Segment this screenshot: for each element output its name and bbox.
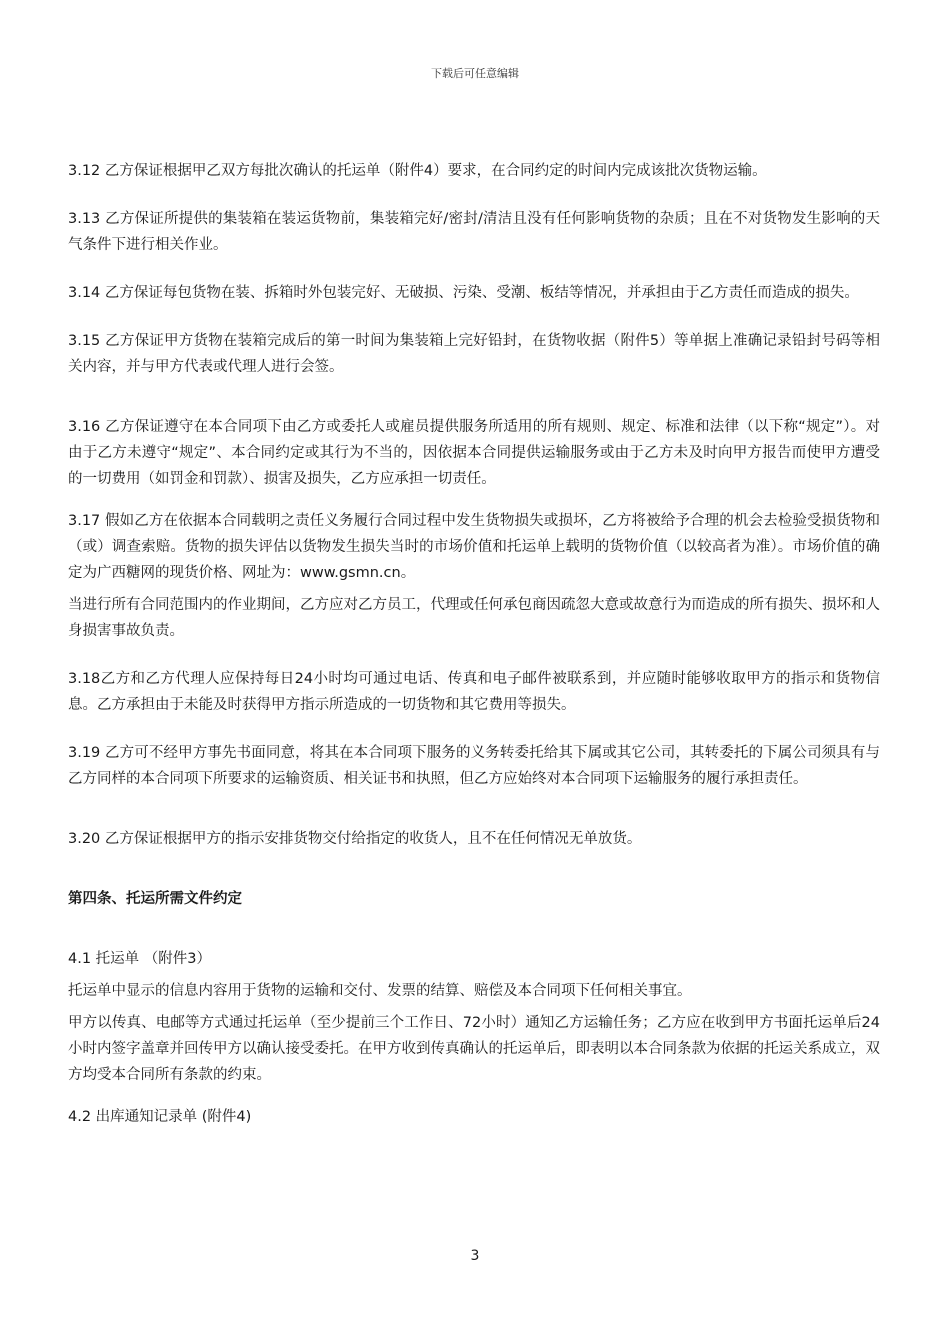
clause-3-20: 3.20 乙方保证根据甲方的指示安排货物交付给指定的收货人，且不在任何情况无单放货。	[68, 831, 642, 847]
clause-4-1: 4.1 托运单 （附件3）	[68, 951, 212, 967]
clause-3-17-continued: 当进行所有合同范围内的作业期间，乙方应对乙方员工，代理或任何承包商因疏忽大意或故意行为而造成的所有损失、损坏和人身损害事故负责。	[68, 597, 880, 639]
clause-3-18: 3.18乙方和乙方代理人应保持每日24小时均可通过电话、传真和电子邮件被联系到，并应随时能够收取甲方的指示和货物信息。乙方承担由于未能及时获得甲方指示所造成的一切货物和其它费用等损失。	[68, 671, 880, 713]
page-number: 3	[470, 1248, 480, 1264]
section-heading-article-4: 第四条、托运所需文件约定	[68, 891, 242, 907]
clause-4-2: 4.2 出库通知记录单 (附件4)	[68, 1109, 252, 1125]
clause-3-13: 3.13 乙方保证所提供的集装箱在装运货物前，集装箱完好/密封/清洁且没有任何影响货物的杂质；且在不对货物发生影响的天气条件下进行相关作业。	[68, 211, 880, 253]
clause-3-15: 3.15 乙方保证甲方货物在装箱完成后的第一时间为集装箱上完好铅封，在货物收据（附件5）等单据上准确记录铅封号码等相关内容，并与甲方代表或代理人进行会签。	[68, 333, 880, 375]
clause-3-17: 3.17 假如乙方在依据本合同载明之责任义务履行合同过程中发生货物损失或损坏，乙方将被给予合理的机会去检验受损货物和（或）调查索赔。货物的损失评估以货物发生损失当时的市场价值和托运单上载明的货物价值（以较高者为准）。市场价值的确定为广西糖网的现货价格、网址为：www.gsmn.cn。	[68, 513, 880, 581]
clause-3-14: 3.14 乙方保证每包货物在装、拆箱时外包装完好、无破损、污染、受潮、板结等情况，并承担由于乙方责任而造成的损失。	[68, 285, 859, 301]
page-header: 下载后可任意编辑	[431, 67, 519, 80]
clause-3-16: 3.16 乙方保证遵守在本合同项下由乙方或委托人或雇员提供服务所适用的所有规则、规定、标准和法律（以下称“规定”）。对由于乙方未遵守“规定”、本合同约定或其行为不当的，因依据本合同提供运输服务或由于乙方未及时向甲方报告而使甲方遭受的一切费用（如罚金和罚款）、损害及损失，乙方应承担一切责任。	[68, 419, 880, 487]
clause-3-12: 3.12 乙方保证根据甲乙双方每批次确认的托运单（附件4）要求，在合同约定的时间内完成该批次货物运输。	[68, 163, 767, 179]
clause-4-1-description: 托运单中显示的信息内容用于货物的运输和交付、发票的结算、赔偿及本合同项下任何相关事宜。	[68, 983, 692, 999]
clause-3-19: 3.19 乙方可不经甲方事先书面同意，将其在本合同项下服务的义务转委托给其下属或其它公司，其转委托的下属公司须具有与乙方同样的本合同项下所要求的运输资质、相关证书和执照，但乙方应始终对本合同项下运输服务的履行承担责任。	[68, 745, 880, 787]
document-body	[68, 158, 880, 1130]
clause-4-1-procedure: 甲方以传真、电邮等方式通过托运单（至少提前三个工作日、72小时）通知乙方运输任务；乙方应在收到甲方书面托运单后24小时内签字盖章并回传甲方以确认接受委托。在甲方收到传真确认的托运单后，即表明以本合同条款为依据的托运关系成立，双方均受本合同所有条款的约束。	[68, 1015, 880, 1083]
